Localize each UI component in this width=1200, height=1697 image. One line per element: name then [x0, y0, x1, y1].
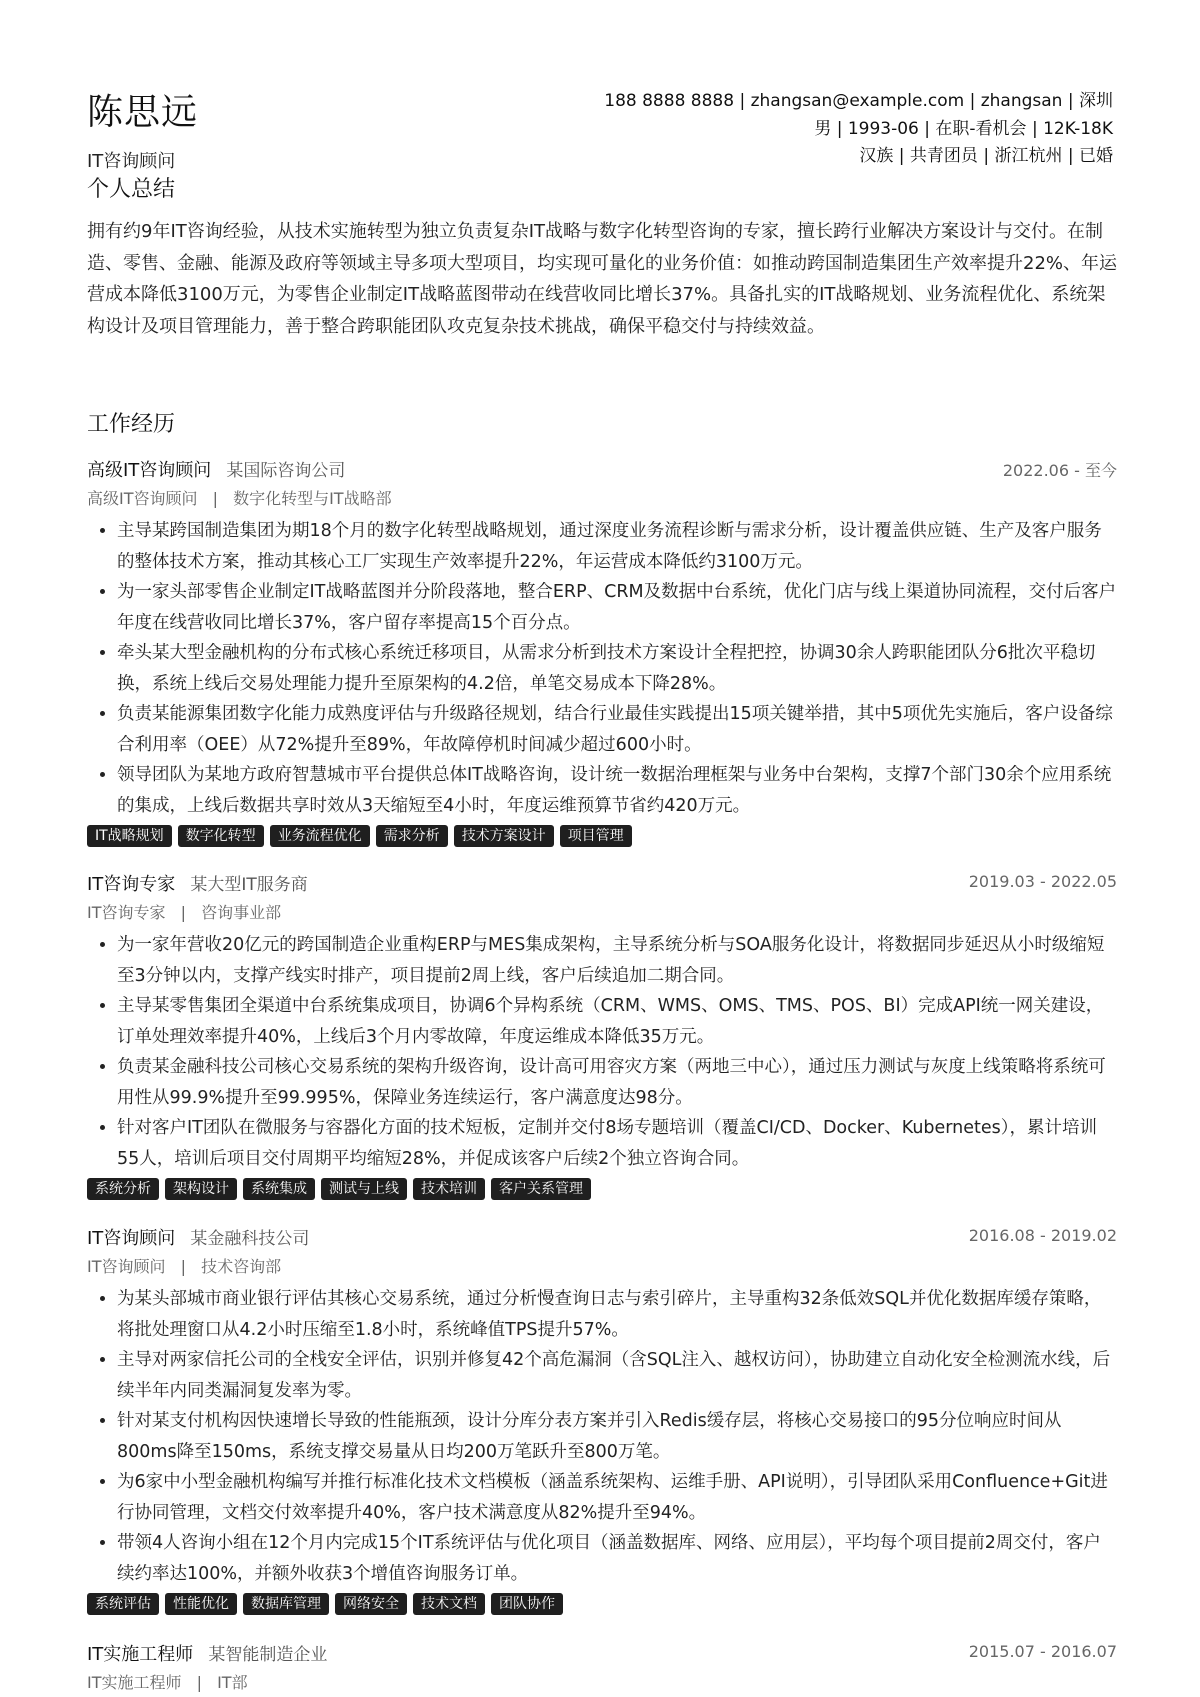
skill-tag: 系统分析	[87, 1178, 159, 1200]
job-entry	[87, 1640, 1117, 1696]
skill-tags	[87, 1593, 1117, 1615]
contact-line: 男 | 1993-06 | 在职-看机会 | 12K-18K	[814, 118, 1113, 139]
job-header	[87, 1640, 1117, 1668]
job-role: IT咨询顾问	[87, 1228, 176, 1249]
skill-tag: 系统评估	[87, 1593, 159, 1615]
skill-tag: 网络安全	[335, 1593, 407, 1615]
skill-tag: 数字化转型	[178, 825, 264, 847]
job-bullet: • 针对客户IT团队在微服务与容器化方面的技术短板，定制并交付8场专题培训（覆盖CI/CD、Docker、Kubernetes），累计培训55人，培训后项目交付周期平均缩短28%，并促成该客户后续2个独立咨询合同。	[117, 1113, 1117, 1174]
summary-heading: 个人总结	[87, 177, 176, 202]
job-sub-role: IT实施工程师	[87, 1673, 182, 1692]
job-bullet: • 牵头某大型金融机构的分布式核心系统迁移项目，从需求分析到技术方案设计全程把控，协调30余人跨职能团队分6批次平稳切换，系统上线后交易处理能力提升至原架构的4.2倍，单笔交易成本下降28%。	[117, 638, 1117, 699]
job-sub-role: IT咨询顾问	[87, 1257, 166, 1276]
job-bullet: • 负责某能源集团数字化能力成熟度评估与升级路径规划，结合行业最佳实践提出15项关键举措，其中5项优先实施后，客户设备综合利用率（OEE）从72%提升至89%，年故障停机时间减少超过600小时。	[117, 699, 1117, 760]
job-bullets	[87, 516, 1117, 821]
job-sub-role: IT咨询专家	[87, 903, 166, 922]
job-sub-separator: |	[212, 489, 218, 508]
candidate-name: 陈思远	[87, 92, 199, 133]
job-entry	[87, 1224, 1117, 1615]
skill-tag: 客户关系管理	[491, 1178, 591, 1200]
job-company: 某智能制造企业	[208, 1645, 328, 1665]
job-bullet: • 领导团队为某地方政府智慧城市平台提供总体IT战略咨询，设计统一数据治理框架与业务中台架构，支撑7个部门30余个应用系统的集成，上线后数据共享时效从3天缩短至4小时，年度运维预算节省约420万元。	[117, 760, 1117, 821]
job-entry	[87, 870, 1117, 1200]
job-bullet: • 为一家年营收20亿元的跨国制造企业重构ERP与MES集成架构，主导系统分析与SOA服务化设计，将数据同步延迟从小时级缩短至3分钟以内，支撑产线实时排产，项目提前2周上线，客户后续追加二期合同。	[117, 930, 1117, 991]
skill-tag: 技术文档	[413, 1593, 485, 1615]
job-entry	[87, 456, 1117, 847]
skill-tag: 系统集成	[243, 1178, 315, 1200]
job-bullets	[87, 930, 1117, 1174]
job-subline	[87, 900, 1117, 926]
skill-tag: 业务流程优化	[270, 825, 370, 847]
job-subline	[87, 486, 1117, 512]
job-sub-separator: |	[180, 1257, 186, 1276]
job-header	[87, 870, 1117, 898]
job-bullet: • 针对某支付机构因快速增长导致的性能瓶颈，设计分库分表方案并引入Redis缓存层，将核心交易接口的95分位响应时间从800ms降至150ms，系统支撑交易量从日均200万笔跃升至800万笔。	[117, 1406, 1117, 1467]
job-sub-role: 高级IT咨询顾问	[87, 489, 198, 508]
job-role: IT咨询专家	[87, 874, 176, 895]
job-bullet: • 主导某零售集团全渠道中台系统集成项目，协调6个异构系统（CRM、WMS、OMS、TMS、POS、BI）完成API统一网关建设，订单处理效率提升40%，上线后3个月内零故障，年度运维成本降低35万元。	[117, 991, 1117, 1052]
summary-text: 拥有约9年IT咨询经验，从技术实施转型为独立负责复杂IT战略与数字化转型咨询的专家，擅长跨行业解决方案设计与交付。在制造、零售、金融、能源及政府等领域主导多项大型项目，均实现可量化的业务价值：如推动跨国制造集团生产效率提升22%、年运营成本降低3100万元，为零售企业制定IT战略蓝图带动在线营收同比增长37%。具备扎实的IT战略规划、业务流程优化、系统架构设计及项目管理能力，善于整合跨职能团队攻克复杂技术挑战，确保平稳交付与持续效益。	[87, 221, 1118, 337]
job-date: 2016.08 - 2019.02	[968, 1226, 1117, 1245]
job-department: 咨询事业部	[201, 903, 282, 922]
job-date: 2019.03 - 2022.05	[968, 872, 1117, 891]
job-company: 某金融科技公司	[190, 1229, 310, 1249]
job-header	[87, 456, 1117, 484]
job-company: 某国际咨询公司	[226, 461, 346, 481]
resume-header	[87, 84, 1113, 234]
job-bullet: • 主导某跨国制造集团为期18个月的数字化转型战略规划，通过深度业务流程诊断与需求分析，设计覆盖供应链、生产及客户服务的整体技术方案，推动其核心工厂实现生产效率提升22%，年运营成本降低约3100万元。	[117, 516, 1117, 577]
job-date: 2015.07 - 2016.07	[968, 1642, 1117, 1661]
job-bullet: • 带领4人咨询小组在12个月内完成15个IT系统评估与优化项目（涵盖数据库、网络、应用层），平均每个项目提前2周交付，客户续约率达100%，并额外收获3个增值咨询服务订单。	[117, 1528, 1117, 1589]
job-role: 高级IT咨询顾问	[87, 460, 212, 481]
experience-heading: 工作经历	[87, 412, 176, 437]
job-department: IT部	[217, 1673, 248, 1692]
skill-tag: 技术培训	[413, 1178, 485, 1200]
job-subline	[87, 1254, 1117, 1280]
contact-line: 汉族 | 共青团员 | 浙江杭州 | 已婚	[859, 146, 1113, 166]
skill-tag: IT战略规划	[87, 825, 172, 847]
skill-tag: 项目管理	[560, 825, 632, 847]
job-bullet: • 为一家头部零售企业制定IT战略蓝图并分阶段落地，整合ERP、CRM及数据中台系统，优化门店与线上渠道协同流程，交付后客户年度在线营收同比增长37%，客户留存率提高15个百分点。	[117, 577, 1117, 638]
contact-line: 188 8888 8888 | zhangsan@example.com | zhangsan | 深圳	[604, 91, 1113, 111]
skill-tag: 需求分析	[376, 825, 448, 847]
skill-tag: 技术方案设计	[454, 825, 554, 847]
job-bullet: • 负责某金融科技公司核心交易系统的架构升级咨询，设计高可用容灾方案（两地三中心），通过压力测试与灰度上线策略将系统可用性从99.9%提升至99.995%，保障业务连续运行，客户满意度达98分。	[117, 1052, 1117, 1113]
job-department: 技术咨询部	[201, 1257, 282, 1276]
skill-tag: 测试与上线	[321, 1178, 407, 1200]
job-role: IT实施工程师	[87, 1644, 194, 1665]
job-company: 某大型IT服务商	[190, 875, 308, 895]
skill-tags	[87, 1178, 1117, 1200]
job-bullet: • 为某头部城市商业银行评估其核心交易系统，通过分析慢查询日志与索引碎片，主导重构32条低效SQL并优化数据库缓存策略，将批处理窗口从4.2小时压缩至1.8小时，系统峰值TPS提升57%。	[117, 1284, 1117, 1345]
job-department: 数字化转型与IT战略部	[233, 489, 392, 508]
job-header	[87, 1224, 1117, 1252]
contact-info	[604, 88, 1113, 171]
job-date: 2022.06 - 至今	[1002, 461, 1117, 480]
skill-tag: 数据库管理	[243, 1593, 329, 1615]
job-subline	[87, 1670, 1117, 1696]
skill-tag: 性能优化	[165, 1593, 237, 1615]
skill-tag: 架构设计	[165, 1178, 237, 1200]
job-bullet: • 主导对两家信托公司的全栈安全评估，识别并修复42个高危漏洞（含SQL注入、越权访问），协助建立自动化安全检测流水线，后续半年内同类漏洞复发率为零。	[117, 1345, 1117, 1406]
job-bullets	[87, 1284, 1117, 1589]
job-sub-separator: |	[180, 903, 186, 922]
job-sub-separator: |	[196, 1673, 202, 1692]
skill-tags	[87, 825, 1117, 847]
job-bullet: • 为6家中小型金融机构编写并推行标准化技术文档模板（涵盖系统架构、运维手册、API说明），引导团队采用Confluence+Git进行协同管理，文档交付效率提升40%，客户技术满意度从82%提升至94%。	[117, 1467, 1117, 1528]
candidate-title: IT咨询顾问	[87, 151, 176, 172]
skill-tag: 团队协作	[491, 1593, 563, 1615]
